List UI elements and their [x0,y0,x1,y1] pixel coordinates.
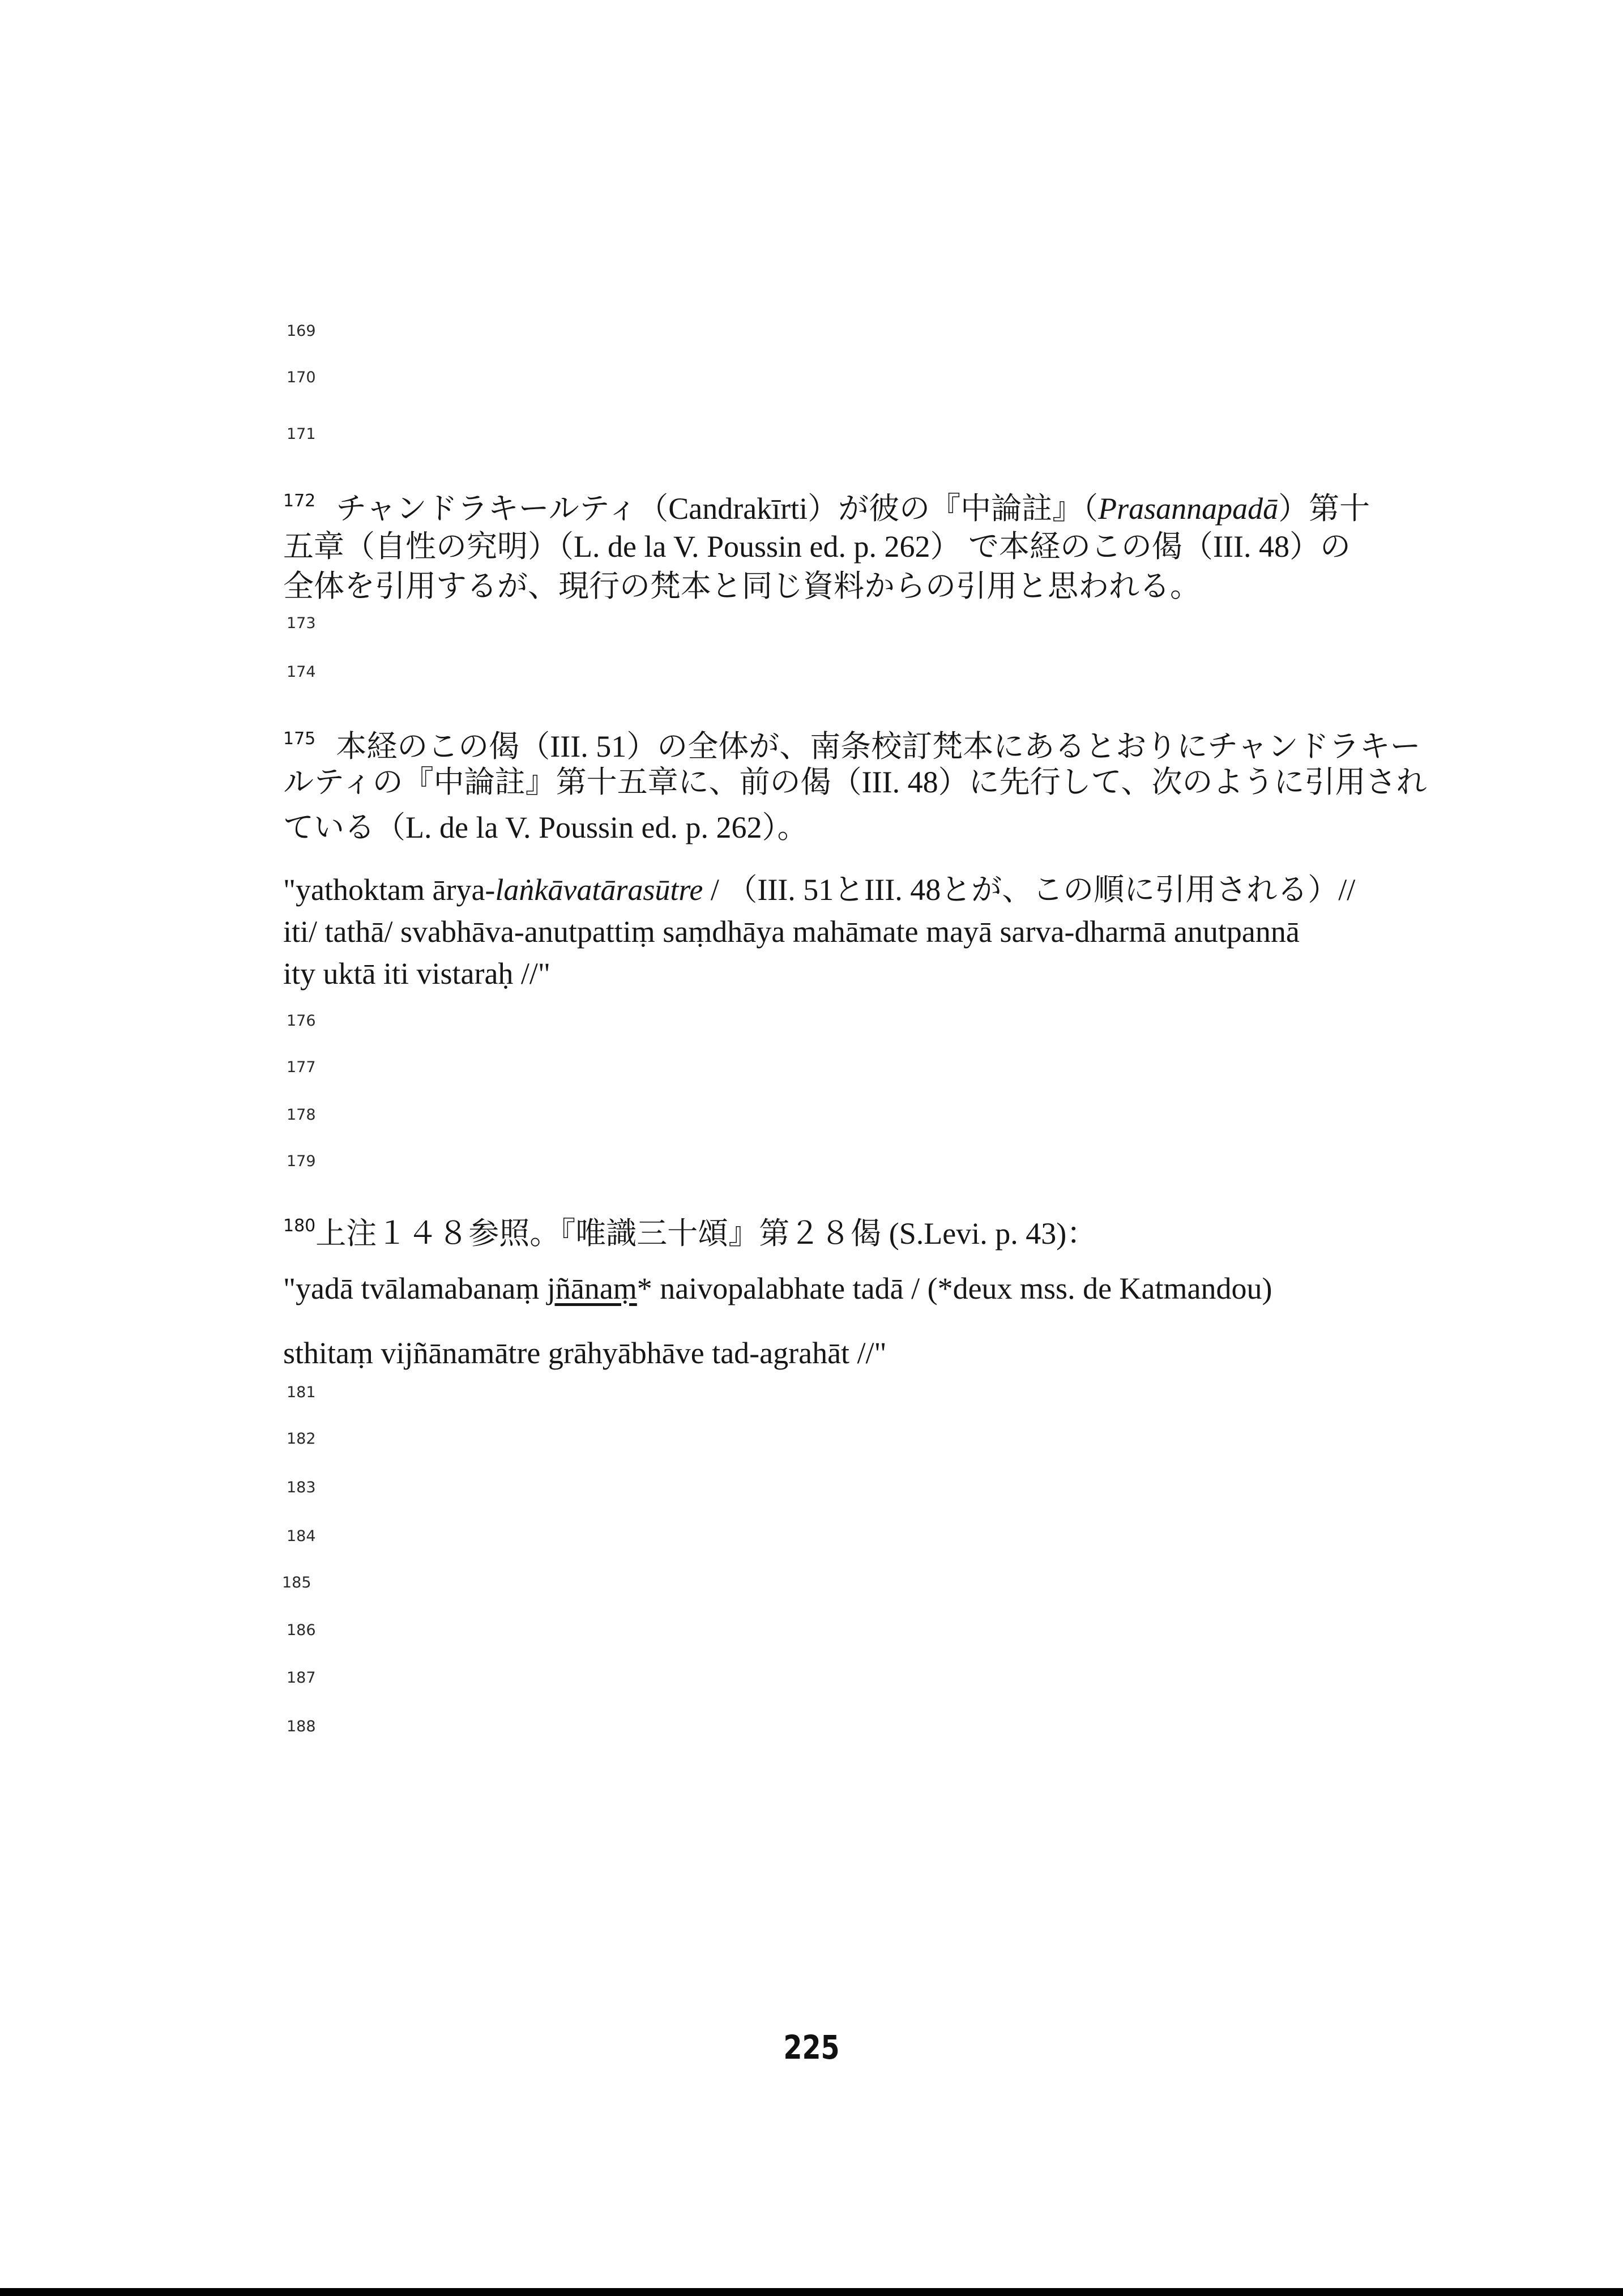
footnote-number: 173 [287,614,316,632]
note-172-line-1 [283,483,1370,527]
footnote-number: 177 [287,1059,316,1076]
note-175-quote-title: laṅkāvatārasūtre [495,873,703,907]
footnote-number: 171 [287,425,316,443]
footnote-number: 174 [287,663,316,681]
note-175-quote-text-b: / （III. 51とIII. 48とが、この順に引用される）// [703,873,1356,907]
note-172-number: 172 [283,491,316,511]
footnote-number: 176 [287,1012,316,1030]
footnote-number: 181 [287,1384,316,1401]
note-175-quote-line-1 [283,871,1355,908]
note-172-text-b: ）第十 [1278,492,1370,526]
footnote-number: 179 [287,1153,316,1170]
note-172-text-a: チャンドラキールティ（Candrakīrti）が彼の『中論註』（ [336,492,1099,526]
footnote-number: 184 [287,1527,316,1545]
note-180-quote-text-a: "yadā tvālamabanaṃ [283,1271,547,1305]
note-175-quote-text-a: "yathoktam ārya- [283,873,496,907]
note-175-line-3: ている（L. de la V. Poussin ed. p. 262）。 [283,810,808,844]
footnote-number: 185 [282,1574,311,1591]
footnote-number: 169 [287,322,316,340]
note-175-line-1 [283,720,1421,765]
footnote-number: 183 [287,1479,316,1496]
note-180-quote-text-b: * naivopalabhate tadā / (*deux mss. de Katmandou) [637,1271,1272,1305]
note-180-quote-line-1 [283,1270,1272,1307]
scan-bottom-edge [0,2288,1623,2296]
note-175-text: 本経のこの偈（III. 51）の全体が、南条校訂梵本にあるとおりにチャンドラキー [336,729,1421,763]
note-172-line-2: 五章（自性の究明）（L. de la V. Poussin ed. p. 262） で本経のこの偈（III. 48）の [283,530,1351,564]
footnote-number: 186 [287,1621,316,1639]
page-number: 225 [783,2028,840,2067]
note-180-quote-line-2: sthitaṃ vijñānamātre grāhyābhāve tad-agrahāt //" [283,1336,887,1370]
note-172-line-3: 全体を引用するが、現行の梵本と同じ資料からの引用と思われる。 [283,569,1201,603]
note-180-text: 上注１４８参照。『唯識三十頌』第２８偈 (S.Levi. p. 43)： [315,1217,1097,1251]
note-180-number: 180 [283,1216,316,1236]
footnote-number: 188 [287,1718,316,1735]
note-175-line-2: ルティの『中論註』第十五章に、前の偈（III. 48）に先行して、次のように引用され [283,765,1427,799]
footnote-number: 178 [287,1106,316,1124]
note-175-number: 175 [283,729,316,749]
note-180-underlined-word: jñānaṃ [546,1271,637,1305]
note-172-title: Prasannapadā [1098,492,1279,526]
footnote-number: 187 [287,1669,316,1687]
note-175-quote-line-3: ity uktā iti vistaraḥ //" [283,957,550,991]
note-175-quote-line-2: iti/ tathā/ svabhāva-anutpattiṃ saṃdhāya mahāmate mayā sarva-dharmā anutpannā [283,915,1300,949]
footnote-number: 182 [287,1430,316,1448]
note-180-line-1 [283,1207,1097,1252]
footnote-number: 170 [287,369,316,386]
